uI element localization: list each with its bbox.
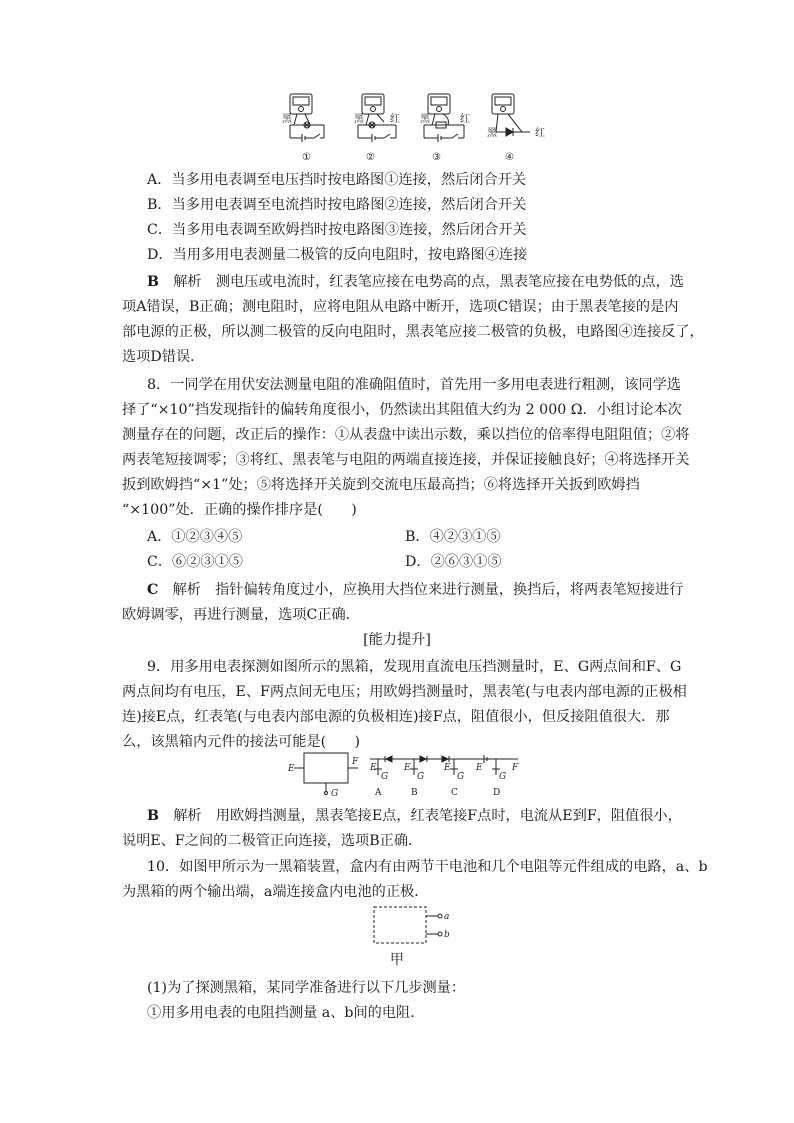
q8-answer: C — [147, 582, 159, 598]
q9-a-g-label: G — [381, 772, 389, 782]
q9-option-c-label: C — [451, 788, 458, 798]
q8-stem-line-4: 两表笔短接调零；③将红、黑表笔与电阻的两端直接连接，并保证接触良好；④将选择开关 — [122, 452, 690, 468]
q8-stem-line-2: 择了“×10”挡发现指针的偏转角度很小，仍然读出其阻值大约为 2 000 Ω．小组讨论本次 — [122, 402, 682, 418]
q10-stem-line-2: 为黑箱的两个输出端，a端连接盒内电池的正极． — [122, 884, 429, 900]
q9-d-g-label: G — [499, 772, 507, 782]
q7-analysis-line-1 — [147, 272, 707, 292]
circuit-4-label: ④ — [505, 152, 514, 163]
circuit-3-label: ③ — [432, 152, 441, 163]
circuit-4-black-label: 黑 — [487, 128, 497, 139]
q9-d-e-label: E — [476, 763, 483, 773]
q9-answer: B — [147, 808, 159, 824]
q9-box-f-label: F — [352, 757, 359, 767]
q9-option-d-label: D — [493, 788, 501, 798]
q9-b-g-label: G — [417, 772, 425, 782]
q8-stem-line-6: “×100”处．正确的操作排序是( ) — [122, 502, 357, 518]
q9-analysis-text-1: 解析 用欧姆挡测量，黑表笔接E点，红表笔接F点时，电流从E到F，阻值很小， — [173, 808, 682, 824]
q9-option-d-circuit — [484, 755, 500, 775]
q7-analysis-line-3: 部电源的正极，所以测二极管的反向电阻时，黑表笔应接二极管的负极，电路图④连接反了， — [122, 324, 704, 340]
q9-a-e-label: E — [370, 763, 377, 773]
circuit-3-black-label: 黑 — [420, 114, 430, 125]
q7-option-a: A．当多用电表调至电压挡时按电路图①连接，然后闭合开关 — [147, 172, 527, 188]
q7-analysis-line-4: 选项D错误． — [122, 349, 205, 365]
q9-black-box — [304, 753, 348, 783]
circuit-2-red-label: 红 — [390, 114, 400, 125]
q9-d-f-label: F — [512, 763, 519, 773]
q7-option-d: D．当用多用电表测量二极管的反向电阻时，按电路图④连接 — [147, 247, 528, 263]
q9-analysis-line-1 — [147, 806, 707, 826]
q9-box-e-label: E — [288, 764, 295, 774]
circuit-2-black-label: 黑 — [354, 114, 364, 125]
circuit-2-label: ② — [366, 152, 375, 163]
circuit-1-label: ① — [302, 152, 311, 163]
circuit-1-diagram — [290, 94, 324, 142]
q9-c-g-label: G — [457, 772, 465, 782]
q7-option-b: B．当多用电表调至电流挡时按电路图②连接，然后闭合开关 — [147, 197, 527, 213]
circuit-1-black-label: 黑 — [282, 114, 292, 125]
q7-option-c: C．当多用电表调至欧姆挡时按电路图③连接，然后闭合开关 — [147, 222, 527, 238]
q9-c-e-label: E — [444, 763, 451, 773]
q8-stem-line-1: 8．一同学在用伏安法测量电阻的准确阻值时，首先用一多用电表进行粗测，该同学选 — [147, 377, 681, 393]
q9-stem-line-1: 9．用多用电表探测如图所示的黑箱，发现用直流电压挡测量时，E、G两点间和F、G — [147, 659, 682, 675]
q7-analysis-text-1: 解析 测电压或电流时，红表笔应接在电势高的点，黑表笔应接在电势低的点，选 — [173, 274, 684, 290]
circuit-3-red-label: 红 — [460, 114, 470, 125]
q8-stem-line-3: 测量存在的问题，改正后的操作：①从表盘中读出示数，乘以挡位的倍率得电阻阻值；②将 — [122, 427, 690, 443]
q9-box-g-label: G — [331, 789, 339, 799]
q9-stem-line-4: 么，该黑箱内元件的接法可能是( ) — [122, 734, 361, 750]
q10-sub1: (1)为了探测黑箱，某同学准备进行以下几步测量： — [147, 980, 466, 996]
q7-analysis-line-2: 项A错误，B正确；测电阻时，应将电阻从电路中断开，选项C错误；由于黑表笔接的是内 — [122, 299, 679, 315]
q8-analysis-line-1 — [147, 580, 707, 600]
q9-blackbox-figure — [286, 751, 536, 801]
q8-stem-line-5: 扳到欧姆挡“×1”处；⑤将选择开关旋到交流电压最高挡；⑥将选择开关扳到欧姆挡 — [122, 477, 640, 493]
q8-option-c: C．⑥②③①⑤ — [147, 554, 243, 570]
q8-analysis-line-2: 欧姆调零，再进行测量，选项C正确． — [122, 607, 360, 623]
q8-analysis-text-1: 解析 指针偏转角度过小，应换用大挡位来进行测量，换挡后，将两表笔短接进行 — [172, 582, 684, 598]
q9-option-a-label: A — [375, 788, 382, 798]
q9-b-e-label: E — [404, 763, 411, 773]
q10-terminal-b: b — [444, 930, 450, 940]
q9-analysis-line-2: 说明E、F之间的二极管正向连接，选项B正确． — [122, 833, 423, 849]
q10-stem-line-1: 10．如图甲所示为一黑箱装置，盒内有由两节干电池和几个电阻等元件组成的电路，a、b — [147, 859, 708, 875]
section-heading: [能力提升] — [363, 632, 431, 648]
q8-option-b: B．④②③①⑤ — [405, 529, 501, 545]
q8-option-a: A．①②③④⑤ — [147, 529, 243, 545]
q10-blackbox-figure — [370, 905, 460, 947]
q9-option-b-label: B — [411, 788, 418, 798]
q9-stem-line-3: 连)接E点，红表笔(与电表内部电源的负极相连)接F点，阻值很小，但反接阻值很大．那 — [122, 709, 670, 725]
q10-step1: ①用多用电表的电阻挡测量 a、b间的电阻． — [147, 1005, 425, 1021]
q9-stem-line-2: 两点间均有电压，E、F两点间无电压；用欧姆挡测量时，黑表笔(与电表内部电源的正极相 — [122, 684, 687, 700]
circuit-4-red-label: 红 — [535, 128, 545, 139]
q8-option-d: D．②⑥③①⑤ — [405, 554, 502, 570]
q7-circuit-figure — [280, 92, 550, 168]
circuit-4-diagram — [492, 94, 530, 136]
q7-answer: B — [147, 274, 159, 290]
q10-terminal-a: a — [444, 912, 450, 922]
q10-figure-caption: 甲 — [389, 952, 405, 968]
q10-dashed-box — [374, 907, 426, 943]
circuit-3-diagram — [424, 94, 464, 142]
